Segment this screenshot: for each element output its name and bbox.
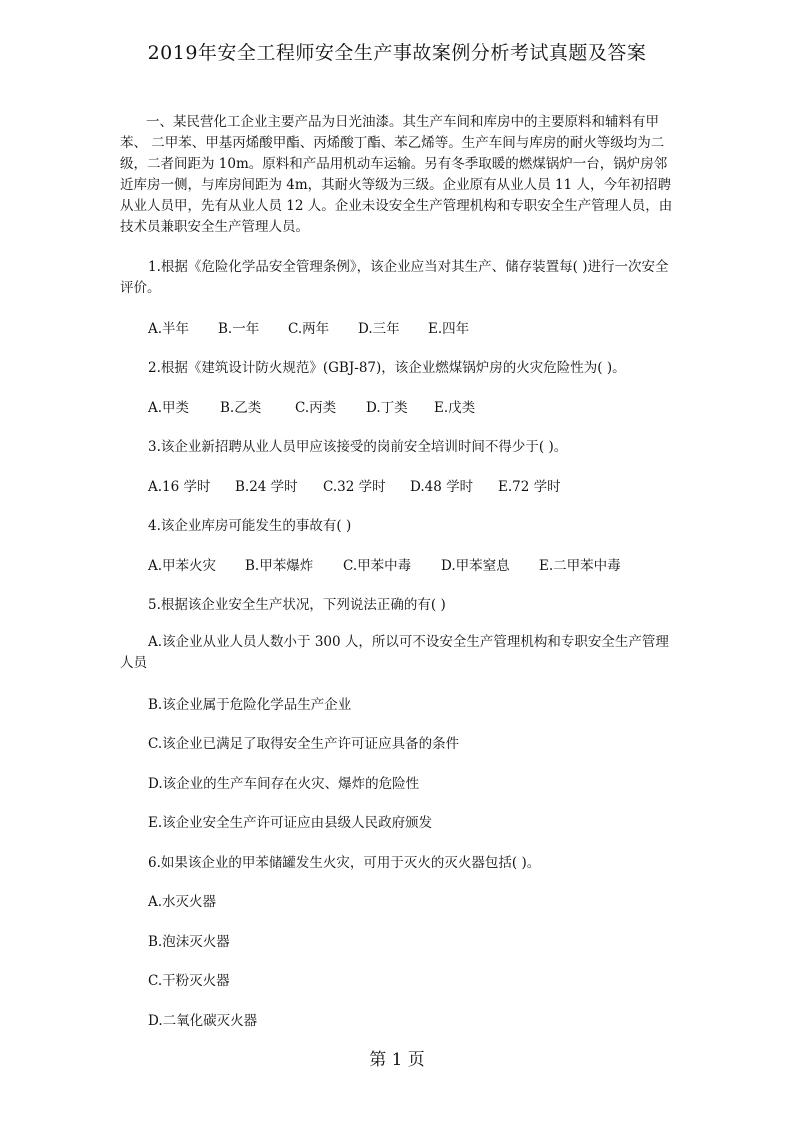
question-4: 4.该企业库房可能发生的事故有( ) <box>148 518 352 534</box>
q3-option-a: A.16 学时 <box>148 479 211 495</box>
q5-option-e: E.该企业安全生产许可证应由县级人民政府颁发 <box>148 815 433 831</box>
q4-option-a: A.甲苯火灾 <box>148 558 217 574</box>
q1-option-a: A.半年 <box>148 321 190 337</box>
q4-option-d: D.甲苯窒息 <box>441 558 510 574</box>
q1-option-c: C.两年 <box>288 321 330 337</box>
q3-option-d: D.48 学时 <box>410 479 474 495</box>
q3-option-e: E.72 学时 <box>498 479 561 495</box>
page-number: 第 1 页 <box>369 1050 425 1070</box>
q4-option-e: E.二甲苯中毒 <box>539 558 621 574</box>
question-5: 5.根据该企业安全生产状况，下列说法正确的有( ) <box>148 597 446 613</box>
question-1: 1.根据《危险化学品安全管理条例》，该企业应当对其生产、储存装置每( )进行一次安全评价。 <box>120 259 669 296</box>
question-2: 2.根据《建筑设计防火规范》(GBJ-87)，该企业燃煤锅炉房的火灾危险性为( )。 <box>148 360 626 376</box>
q2-option-a: A.甲类 <box>148 400 190 416</box>
q6-option-c: C.干粉灭火器 <box>148 973 230 989</box>
question-1-options <box>148 317 469 337</box>
q4-option-c: C.甲苯中毒 <box>343 558 412 574</box>
q2-option-b: B.乙类 <box>220 400 262 416</box>
document-title: 2019年安全工程师安全生产事故案例分析考试真题及答案 <box>147 42 647 64</box>
question-2-options <box>148 396 475 416</box>
q1-option-d: D.三年 <box>358 321 400 337</box>
q4-option-b: B.甲苯爆炸 <box>245 558 314 574</box>
question-3: 3.该企业新招聘从业人员甲应该接受的岗前安全培训时间不得少于( )。 <box>148 439 568 455</box>
q6-option-d: D.二氧化碳灭火器 <box>148 1013 258 1029</box>
q1-option-e: E.四年 <box>428 321 470 337</box>
question-4-options <box>148 554 621 574</box>
q2-option-d: D.丁类 <box>366 400 408 416</box>
q5-option-a: A.该企业从业人员人数小于 300 人，所以可不设安全生产管理机构和专职安全生产管理人员 <box>120 634 669 671</box>
q3-option-b: B.24 学时 <box>235 479 298 495</box>
q5-option-b: B.该企业属于危险化学品生产企业 <box>148 697 352 713</box>
q5-option-c: C.该企业已满足了取得安全生产许可证应具备的条件 <box>148 736 460 752</box>
q5-option-d: D.该企业的生产车间存在火灾、爆炸的危险性 <box>148 776 420 792</box>
q6-option-b: B.泡沫灭火器 <box>148 934 230 950</box>
q2-option-e: E.戊类 <box>434 400 476 416</box>
question-6: 6.如果该企业的甲苯储罐发生火灾，可用于灭火的灭火器包括( )。 <box>148 855 541 871</box>
case-intro-paragraph: 一、某民营化工企业主要产品为日光油漆。其生产车间和库房中的主要原料和辅料有甲苯、 二甲苯、甲基丙烯酸甲酯、丙烯酸丁酯、苯乙烯等。生产车间与库房的耐火等级均为二级，二者间距为 10m。原料和产品用机动车运输。另有冬季取暖的燃煤锅炉一台，锅炉房邻近库房一侧，与库房间距为 4m，其耐火等级为三级。企业原有从业人员 11 人，今年初招聘从业人员甲，先有从业人员 12 人。企业未设安全生产管理机构和专职安全生产管理人员，由技术员兼职安全生产管理人员。 <box>120 114 673 235</box>
q2-option-c: C.丙类 <box>295 400 337 416</box>
q6-option-a: A.水灭火器 <box>148 894 217 910</box>
q1-option-b: B.一年 <box>218 321 260 337</box>
q3-option-c: C.32 学时 <box>323 479 386 495</box>
question-3-options <box>148 475 561 495</box>
